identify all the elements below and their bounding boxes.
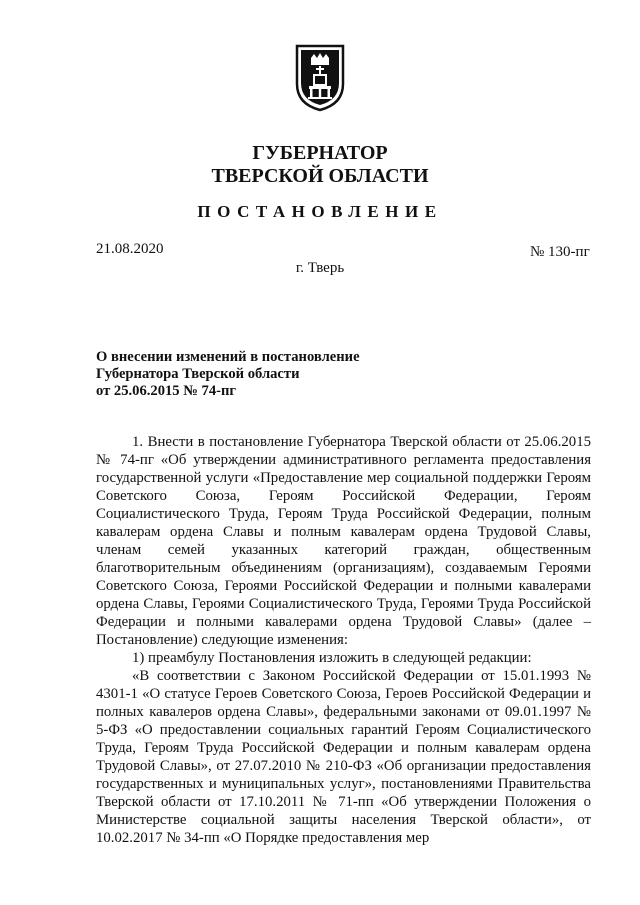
subject-line: О внесении изменений в постановление [96,349,360,365]
document-type: ПОСТАНОВЛЕНИЕ [197,202,443,221]
body-paragraph: 1) преамбулу Постановления изложить в следующей редакции: [132,650,532,666]
document-body [96,433,591,847]
subject-line: Губернатора Тверской области [96,366,300,382]
issuer-title-line-1: ГУБЕРНАТОР [252,142,388,164]
document-city: г. Тверь [295,260,345,276]
body-paragraph: 1. Внести в постановление Губернатора Тверской области от 25.06.2015 № 74-пг «Об утверждении административного регламента предоставления государственной услуги «Предоставление мер социальной поддержки Героям Советского Союза, Героям Российской Федерации, Героям Социалистического Труда, Героям Труда Российской Федерации, полным кавалерам ордена Славы и полным кавалерам ордена Трудовой Славы, членам семей указанных категорий граждан, общественным благотворительным объединениям (организациям), создаваемым Героями Советского Союза, Героями Российской Федерации и полными кавалерами ордена Славы, Героями Социалистического Труда, Героями Труда Российской Федерации и полными кавалерами ордена Трудовой Славы» (далее – Постановление) следующие изменения: [96,434,591,648]
tver-coat-of-arms-icon [294,44,346,112]
issuer-title-line-2: ТВЕРСКОЙ ОБЛАСТИ [211,165,429,187]
subject-line: от 25.06.2015 № 74-пг [96,383,237,399]
document-number: № 130-пг [530,244,590,260]
body-paragraph: «В соответствии с Законом Российской Федерации от 15.01.1993 № 4301-1 «О статусе Героев Советского Союза, Героев Российской Федерации и полных кавалеров ордена Славы», федеральными законами от 09.01.1997 № 5-ФЗ «О предоставлении социальных гарантий Героям Социалистического Труда, Героям Труда Российской Федерации и полным кавалерам ордена Трудовой Славы», от 27.07.2010 № 210-ФЗ «Об организации предоставления государственных и муниципальных услуг», постановлениями Правительства Тверской области от 17.10.2011 № 71-пп «Об утверждении Положения о Министерстве социальной защиты населения Тверской области», от 10.02.2017 № 34-пп «О Порядке предоставления мер [96,668,591,846]
document-subject [96,349,416,400]
document-date: 21.08.2020 [96,241,164,257]
